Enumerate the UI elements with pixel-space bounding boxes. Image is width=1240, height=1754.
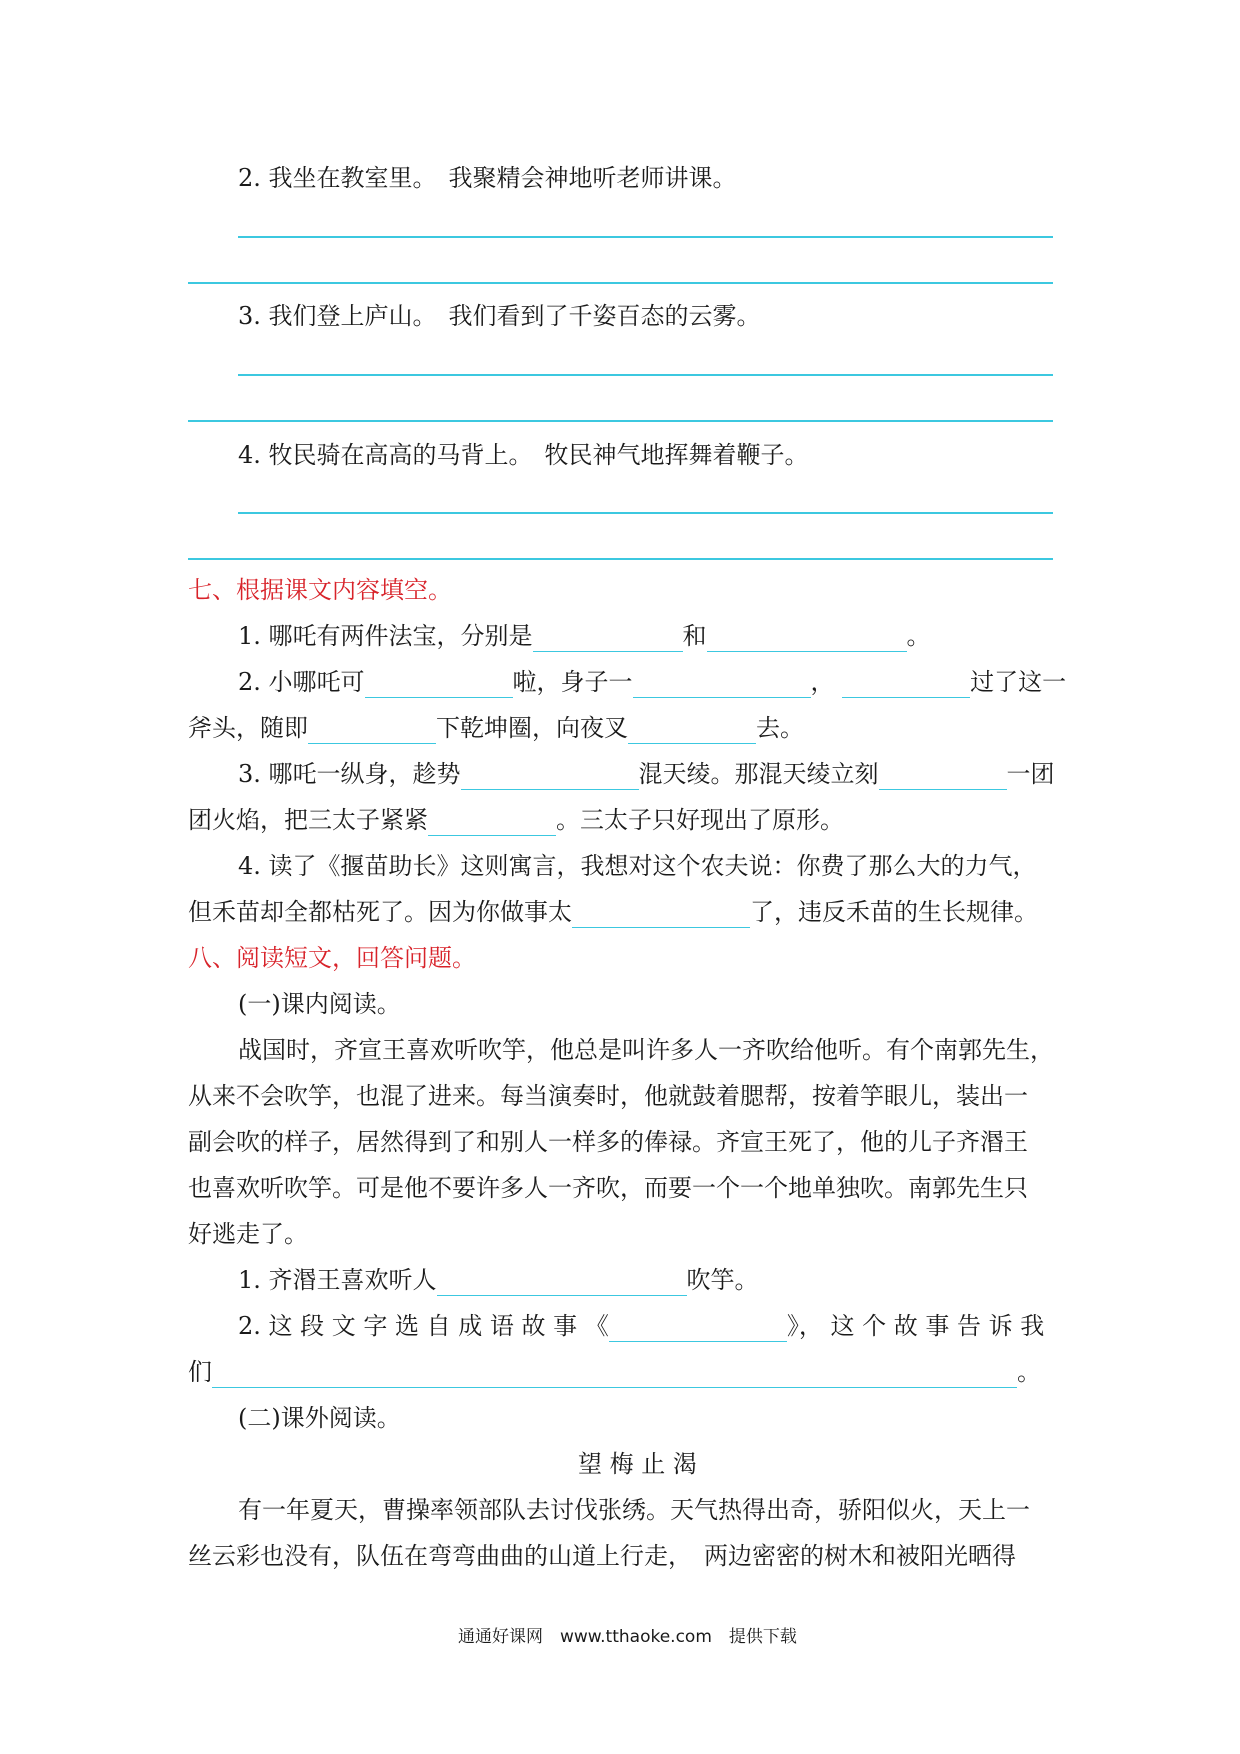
fill-blank[interactable]	[533, 625, 683, 652]
reading-question-1: 1. 齐湣王喜欢听人 吹竽。	[238, 1266, 759, 1294]
answer-line[interactable]	[238, 512, 1053, 514]
reading-question-2: 2. 这 段 文 字 选 自 成 语 故 事 《 》， 这 个 故 事 告 诉 我	[238, 1312, 1045, 1340]
section-7-heading: 七、根据课文内容填空。	[188, 576, 452, 604]
passage-line: 战国时，齐宣王喜欢听吹竽，他总是叫许多人一齐吹给他听。有个南郭先生，	[238, 1036, 1054, 1064]
fill-sentence-4-cont: 但禾苗却全都枯死了。因为你做事太 了，违反禾苗的生长规律。	[188, 898, 1038, 926]
story-line: 丝云彩也没有，队伍在弯弯曲曲的山道上行走， 两边密密的树木和被阳光晒得	[188, 1542, 1016, 1570]
item-4-text: 4. 牧民骑在高高的马背上。 牧民神气地挥舞着鞭子。	[238, 441, 809, 469]
fill-sentence-1: 1. 哪吒有两件法宝，分别是 和 。	[238, 622, 931, 650]
fill-blank[interactable]	[628, 717, 756, 744]
fill-blank[interactable]	[707, 625, 907, 652]
passage-line: 副会吹的样子，居然得到了和别人一样多的俸禄。齐宣王死了，他的儿子齐湣王	[188, 1128, 1028, 1156]
reading-question-2-cont: 们 。	[188, 1358, 1041, 1386]
fill-blank[interactable]	[461, 763, 639, 790]
fill-sentence-3: 3. 哪吒一纵身，趁势 混天绫。那混天绫立刻 一团	[238, 760, 1055, 788]
fill-blank[interactable]	[428, 809, 556, 836]
story-title: 望 梅 止 渴	[578, 1450, 697, 1478]
fill-blank[interactable]	[633, 671, 811, 698]
section-8-heading: 八、阅读短文，回答问题。	[188, 944, 476, 972]
part-1-title: (一)课内阅读。	[238, 990, 401, 1018]
fill-blank[interactable]	[572, 901, 750, 928]
fill-sentence-4: 4. 读了《揠苗助长》这则寓言，我想对这个农夫说：你费了那么大的力气，	[238, 852, 1037, 880]
part-2-title: (二)课外阅读。	[238, 1404, 401, 1432]
fill-blank[interactable]	[879, 763, 1007, 790]
passage-line: 也喜欢听吹竽。可是他不要许多人一齐吹，而要一个一个地单独吹。南郭先生只	[188, 1174, 1028, 1202]
story-line: 有一年夏天，曹操率领部队去讨伐张绣。天气热得出奇，骄阳似火，天上一	[238, 1496, 1030, 1524]
fill-blank[interactable]	[609, 1315, 787, 1342]
fill-blank[interactable]	[842, 671, 970, 698]
answer-line[interactable]	[188, 420, 1053, 422]
answer-line[interactable]	[188, 558, 1053, 560]
answer-line[interactable]	[238, 374, 1053, 376]
fill-sentence-3-cont: 团火焰，把三太子紧紧 。三太子只好现出了原形。	[188, 806, 844, 834]
fill-blank[interactable]	[308, 717, 436, 744]
item-2-text: 2. 我坐在教室里。 我聚精会神地听老师讲课。	[238, 164, 737, 192]
footer-credit: 通通好课网 www.tthaoke.com 提供下载	[458, 1627, 797, 1647]
answer-line[interactable]	[238, 236, 1053, 238]
fill-blank[interactable]	[212, 1361, 1017, 1388]
passage-line: 好逃走了。	[188, 1220, 308, 1248]
fill-blank[interactable]	[437, 1269, 687, 1296]
fill-sentence-2: 2. 小哪吒可 啦，身子一 ， 过了这一	[238, 668, 1067, 696]
fill-blank[interactable]	[365, 671, 513, 698]
passage-line: 从来不会吹竽，也混了进来。每当演奏时，他就鼓着腮帮，按着竽眼儿，装出一	[188, 1082, 1028, 1110]
item-3-text: 3. 我们登上庐山。 我们看到了千姿百态的云雾。	[238, 302, 761, 330]
answer-line[interactable]	[188, 282, 1053, 284]
fill-sentence-2-cont: 斧头，随即 下乾坤圈，向夜叉 去。	[188, 714, 804, 742]
